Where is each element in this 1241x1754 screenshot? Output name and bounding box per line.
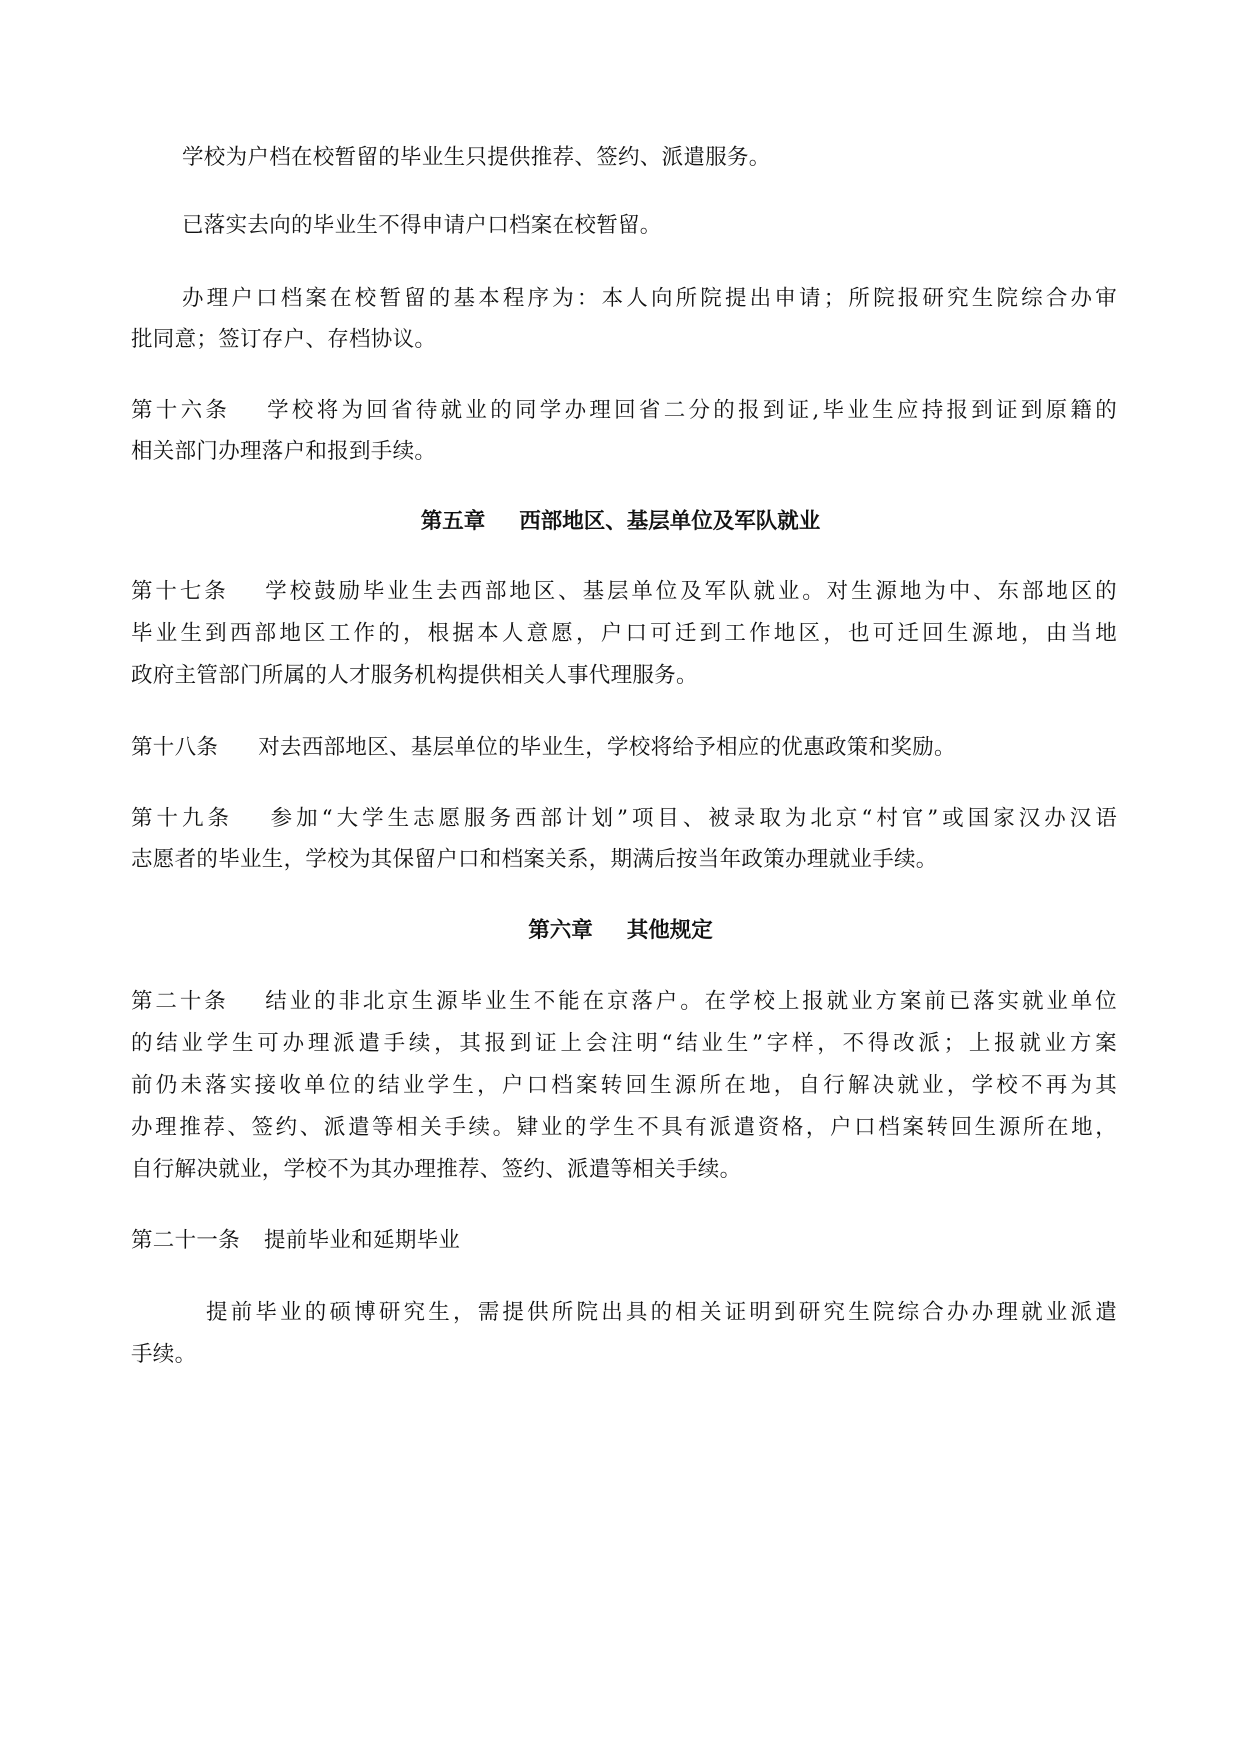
paragraph-line: 前仍未落实接收单位的结业学生，户口档案转回生源所在地，自行解决就业，学校不再为其 [131, 1073, 1117, 1098]
article-label: 第十七条 [131, 579, 229, 604]
chapter-5-heading [0, 507, 1241, 537]
chapter-label: 第六章 [528, 918, 593, 943]
paragraph-line: 已落实去向的毕业生不得申请户口档案在校暂留。 [182, 213, 662, 238]
article-text: 对去西部地区、基层单位的毕业生，学校将给予相应的优惠政策和奖励。 [258, 735, 956, 760]
paragraph-line: 提前毕业的硕博研究生，需提供所院出具的相关证明到研究生院综合办办理就业派遣 [206, 1300, 1117, 1325]
paragraph-line: 相关部门办理落户和报到手续。 [131, 439, 437, 464]
article-label: 第二十一条 [131, 1228, 241, 1253]
article-label: 第十八条 [131, 735, 219, 760]
chapter-6-heading [0, 916, 1241, 946]
article-16-line-1 [131, 396, 1117, 426]
chapter-label: 第五章 [420, 509, 486, 534]
paragraph-line: 自行解决就业，学校不为其办理推荐、签约、派遣等相关手续。 [131, 1157, 742, 1182]
chapter-title: 西部地区、基层单位及军队就业 [519, 509, 821, 534]
article-label: 第十九条 [131, 806, 233, 831]
paragraph-line: 学校为户档在校暂留的毕业生只提供推荐、签约、派遣服务。 [182, 145, 771, 170]
paragraph-line: 办理户口档案在校暂留的基本程序为：本人向所院提出申请；所院报研究生院综合办审 [182, 286, 1117, 311]
article-label: 第二十条 [131, 989, 229, 1014]
article-18-line-1 [131, 733, 956, 763]
article-text: 结业的非北京生源毕业生不能在京落户。在学校上报就业方案前已落实就业单位 [262, 989, 1117, 1014]
article-text: 提前毕业和延期毕业 [264, 1228, 461, 1253]
article-20-line-1 [131, 987, 1117, 1017]
paragraph-line: 办理推荐、签约、派遣等相关手续。肄业的学生不具有派遣资格，户口档案转回生源所在地， [131, 1115, 1117, 1140]
paragraph-line: 政府主管部门所属的人才服务机构提供相关人事代理服务。 [131, 663, 698, 688]
paragraph-line: 志愿者的毕业生，学校为其保留户口和档案关系，期满后按当年政策办理就业手续。 [131, 847, 938, 872]
article-21-line-1 [131, 1226, 460, 1256]
chapter-title: 其他规定 [626, 918, 713, 943]
article-text: 学校鼓励毕业生去西部地区、基层单位及军队就业。对生源地为中、东部地区的 [262, 579, 1117, 604]
paragraph-line: 的结业学生可办理派遣手续，其报到证上会注明“结业生”字样，不得改派；上报就业方案 [131, 1031, 1117, 1056]
article-text: 参加“大学生志愿服务西部计划”项目、被录取为北京“村官”或国家汉办汉语 [266, 806, 1117, 831]
article-19-line-1 [131, 804, 1117, 834]
article-17-line-1 [131, 577, 1117, 607]
paragraph-line: 批同意；签订存户、存档协议。 [131, 327, 437, 352]
article-text: 学校将为回省待就业的同学办理回省二分的报到证,毕业生应持报到证到原籍的 [264, 398, 1118, 423]
paragraph-line: 手续。 [131, 1342, 197, 1367]
paragraph-line: 毕业生到西部地区工作的，根据本人意愿，户口可迁到工作地区，也可迁回生源地，由当地 [131, 621, 1117, 646]
article-label: 第十六条 [131, 398, 231, 423]
